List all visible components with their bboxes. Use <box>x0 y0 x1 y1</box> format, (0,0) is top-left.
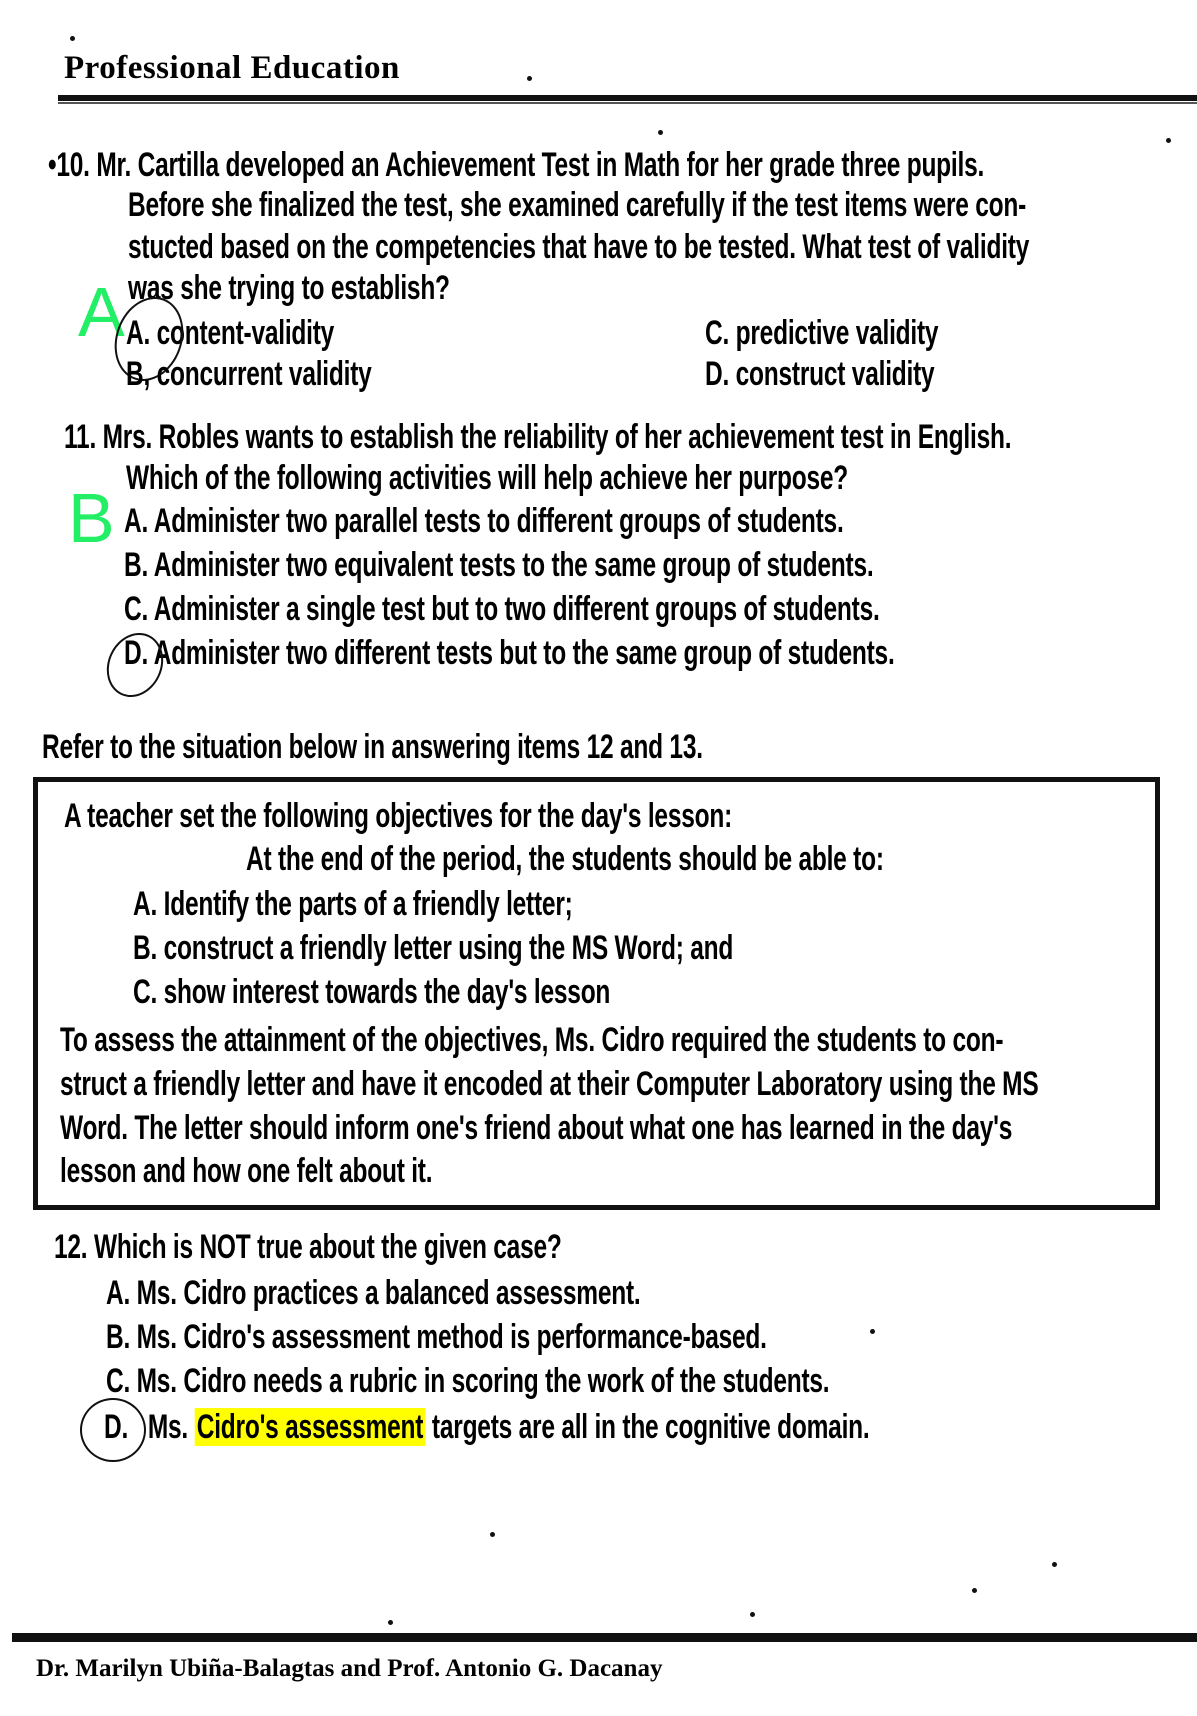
q12-option-d-label: D. <box>104 1408 129 1446</box>
situation-intro: A teacher set the following objectives for the day's lesson: <box>64 797 733 835</box>
footer-rule <box>12 1633 1197 1642</box>
q10-line-4: was she trying to establish? <box>128 269 450 307</box>
q12-option-d-pre: Ms. <box>147 1408 188 1446</box>
speck <box>527 76 532 81</box>
speck <box>490 1532 495 1537</box>
q10-option-b[interactable]: B, concurrent validity <box>126 355 372 393</box>
q12-option-a[interactable]: A. Ms. Cidro practices a balanced assessment. <box>106 1274 641 1312</box>
q11-line-1: 11. Mrs. Robles wants to establish the reliability of her achievement test in English. <box>64 418 1012 456</box>
objective-a: A. Identify the parts of a friendly letter; <box>133 885 573 923</box>
page-header-title: Professional Education <box>64 50 400 86</box>
header-rule <box>58 95 1197 101</box>
q12-option-d[interactable] <box>104 1408 869 1447</box>
refer-instruction: Refer to the situation below in answering items 12 and 13. <box>42 728 703 766</box>
q10-line-3: stucted based on the competencies that have to be tested. What test of validity <box>128 228 1030 266</box>
speck <box>1166 138 1171 143</box>
footer-authors: Dr. Marilyn Ubiña-Balagtas and Prof. Antonio G. Dacanay <box>36 1655 663 1682</box>
q11-line-2: Which of the following activities will help achieve her purpose? <box>126 459 849 497</box>
q12-option-d-post: targets are all in the cognitive domain. <box>431 1408 870 1446</box>
speck <box>750 1612 755 1617</box>
situation-body-2: struct a friendly letter and have it encoded at their Computer Laboratory using the MS <box>60 1065 1039 1103</box>
speck <box>870 1329 875 1334</box>
q11-option-a[interactable]: A. Administer two parallel tests to different groups of students. <box>124 502 844 540</box>
answer-circle-icon <box>80 1398 146 1462</box>
q10-line-2: Before she finalized the test, she examined carefully if the test items were con- <box>128 186 1027 224</box>
situation-body-3: Word. The letter should inform one's friend about what one has learned in the day's <box>60 1109 1013 1147</box>
speck <box>70 36 75 41</box>
q12-option-c[interactable]: C. Ms. Cidro needs a rubric in scoring the work of the students. <box>106 1362 830 1400</box>
q10-option-c[interactable]: C. predictive validity <box>705 314 939 352</box>
speck <box>972 1588 977 1593</box>
q11-option-d[interactable]: D. Administer two different tests but to the same group of students. <box>124 634 895 672</box>
situation-body-4: lesson and how one felt about it. <box>60 1152 433 1190</box>
q11-option-c[interactable]: C. Administer a single test but to two different groups of students. <box>124 590 880 628</box>
handwritten-answer-a: A <box>78 273 125 351</box>
objective-b: B. construct a friendly letter using the MS Word; and <box>133 929 734 967</box>
q11-option-b[interactable]: B. Administer two equivalent tests to the same group of students. <box>124 546 874 584</box>
q12-option-b[interactable]: B. Ms. Cidro's assessment method is performance-based. <box>106 1318 767 1356</box>
speck <box>658 130 663 135</box>
situation-sub: At the end of the period, the students should be able to: <box>246 840 884 878</box>
highlighted-text: Cidro's assessment <box>195 1408 426 1446</box>
q10-option-a[interactable]: A. content-validity <box>126 314 335 352</box>
header-rule-thin <box>58 102 1197 104</box>
q10-line-1: •10. Mr. Cartilla developed an Achievement Test in Math for her grade three pupils. <box>48 146 985 184</box>
handwritten-answer-b: B <box>68 479 115 557</box>
objective-c: C. show interest towards the day's lesson <box>133 973 611 1011</box>
q12-question: 12. Which is NOT true about the given case? <box>54 1228 562 1266</box>
situation-body-1: To assess the attainment of the objectives, Ms. Cidro required the students to con- <box>60 1021 1004 1059</box>
q10-option-d[interactable]: D. construct validity <box>705 355 935 393</box>
speck <box>388 1620 393 1625</box>
speck <box>1052 1562 1057 1567</box>
